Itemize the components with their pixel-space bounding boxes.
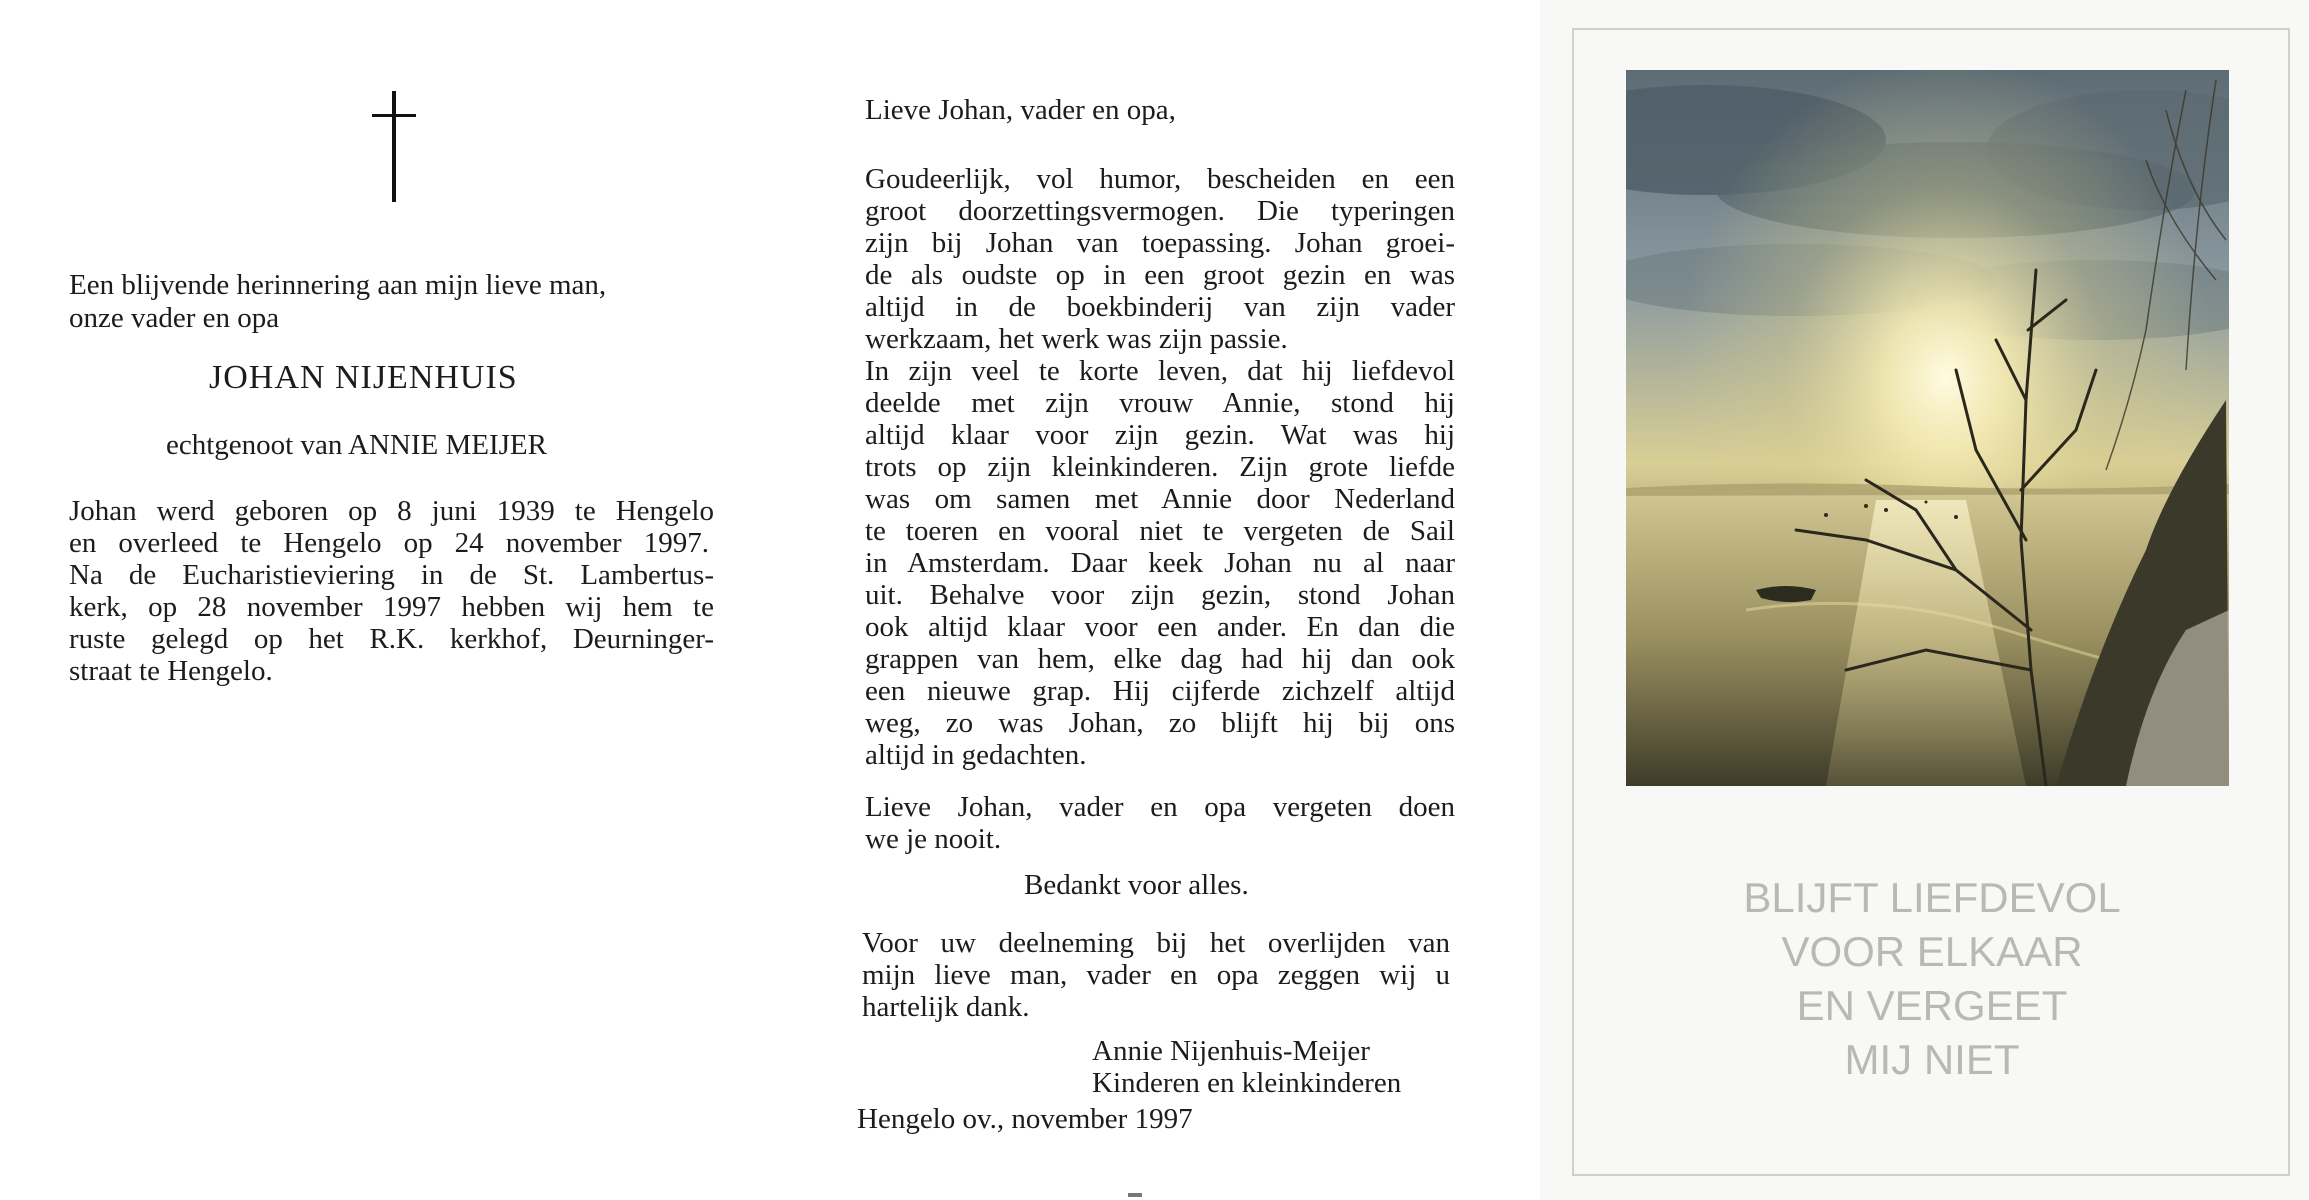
body-line-16: grappen van hem, elke dag had hij dan ook (865, 643, 1455, 675)
body-line-5: altijd in de boekbinderij van zijn vader (865, 291, 1455, 323)
body-line-6: werkzaam, het werk was zijn passie. (865, 323, 1288, 355)
ack-line-2: mijn lieve man, vader en opa zeggen wij u (862, 959, 1450, 991)
body-line-17: een nieuwe grap. Hij cijferde zichzelf altijd (865, 675, 1455, 707)
bio-line-6: straat te Hengelo. (69, 655, 273, 687)
verse-line-4: MIJ NIET (1844, 1036, 2020, 1083)
body-line-9: altijd klaar voor zijn gezin. Wat was hij (865, 419, 1455, 451)
signature-line-1: Annie Nijenhuis-Meijer (1092, 1035, 1370, 1067)
deceased-name: JOHAN NIJENHUIS (209, 359, 518, 396)
body-line-19: altijd in gedachten. (865, 739, 1087, 771)
bio-line-1: Johan werd geboren op 8 juni 1939 te Hengelo (69, 495, 714, 527)
place-date: Hengelo ov., november 1997 (857, 1103, 1193, 1135)
body-line-13: in Amsterdam. Daar keek Johan nu al naar (865, 547, 1455, 579)
ack-line-3: hartelijk dank. (862, 991, 1030, 1023)
body-line-12: te toeren en vooral niet te vergeten de Sail (865, 515, 1455, 547)
body-line-1: Goudeerlijk, vol humor, bescheiden en een (865, 163, 1455, 195)
body-line-2: groot doorzettingsvermogen. Die typeringen (865, 195, 1455, 227)
thanks-line: Bedankt voor alles. (1024, 869, 1249, 901)
greeting: Lieve Johan, vader en opa, (865, 94, 1176, 126)
body-line-10: trots op zijn kleinkinderen. Zijn grote liefde (865, 451, 1455, 483)
verse-line-2: VOOR ELKAAR (1781, 928, 2083, 975)
body-line-11: was om samen met Annie door Nederland (865, 483, 1455, 515)
lake-sunset-photo (1626, 70, 2229, 786)
body-line-3: zijn bij Johan van toepassing. Johan groei- (865, 227, 1455, 259)
verse-line-1: BLIJFT LIEFDEVOL (1743, 874, 2121, 921)
body-line-7: In zijn veel te korte leven, dat hij liefdevol (865, 355, 1455, 387)
body-line-21: we je nooit. (865, 823, 1002, 855)
bio-line-3: Na de Eucharistieviering in de St. Lambertus- (69, 559, 714, 591)
print-speck (1128, 1193, 1142, 1197)
body-line-15: ook altijd klaar voor een ander. En dan die (865, 611, 1455, 643)
spouse-line: echtgenoot van ANNIE MEIJER (166, 429, 547, 461)
body-line-18: weg, zo was Johan, zo blijft hij bij ons (865, 707, 1455, 739)
cross-icon (392, 91, 396, 202)
body-line-8: deelde met zijn vrouw Annie, stond hij (865, 387, 1455, 419)
body-line-4: de als oudste op in een groot gezin en was (865, 259, 1455, 291)
body-line-14: uit. Behalve voor zijn gezin, stond Johan (865, 579, 1455, 611)
ack-line-1: Voor uw deelneming bij het overlijden van (862, 927, 1450, 959)
bio-line-2: en overleed te Hengelo op 24 november 1997. (69, 527, 709, 559)
intro-line-2: onze vader en opa (69, 302, 280, 334)
verse-line-3: EN VERGEET (1796, 982, 2068, 1029)
intro-line-1: Een blijvende herinnering aan mijn lieve man, (69, 269, 607, 301)
bio-line-5: ruste gelegd op het R.K. kerkhof, Deurninger- (69, 623, 714, 655)
body-line-20: Lieve Johan, vader en opa vergeten doen (865, 791, 1455, 823)
signature-line-2: Kinderen en kleinkinderen (1092, 1067, 1402, 1099)
bio-line-4: kerk, op 28 november 1997 hebben wij hem te (69, 591, 714, 623)
